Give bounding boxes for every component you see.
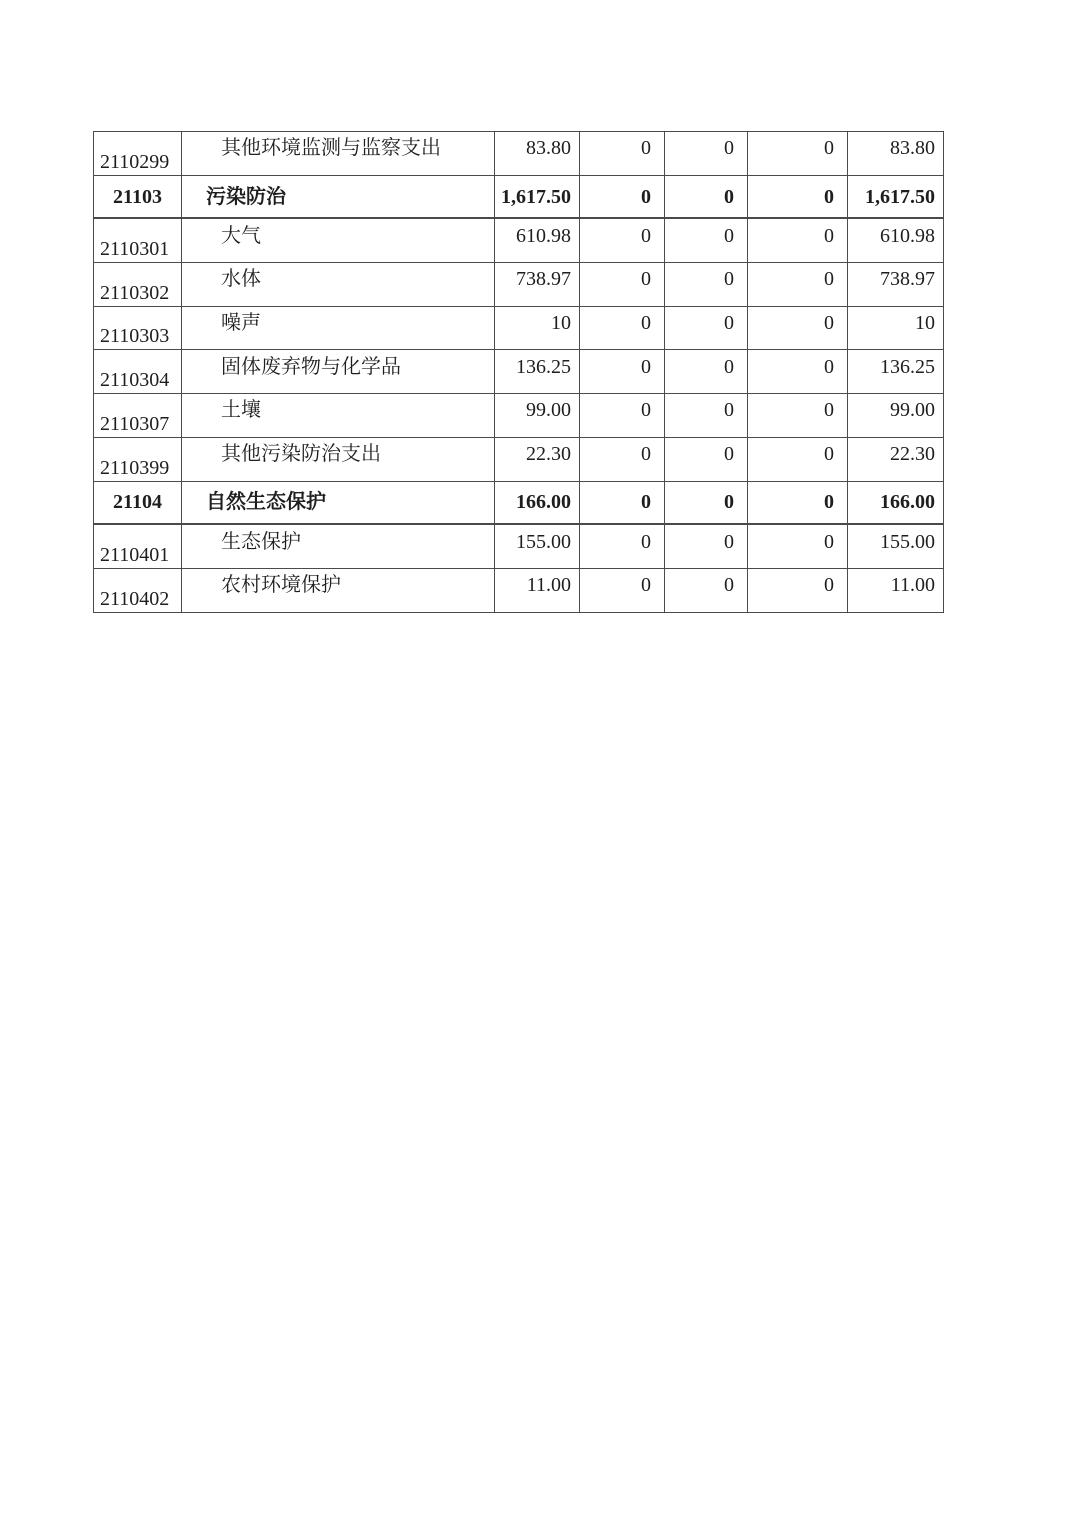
- amount-cell-2: [580, 307, 665, 350]
- subject-name: 生态保护: [221, 530, 301, 553]
- amount-value-1: 136.25: [516, 355, 571, 378]
- subject-name-cell: [182, 307, 495, 350]
- subject-code-cell: [93, 569, 182, 612]
- amount-cell-3: [665, 176, 748, 218]
- amount-value-4: 0: [824, 185, 834, 208]
- amount-value-3: 0: [724, 443, 734, 466]
- amount-cell-2: [580, 394, 665, 437]
- amount-cell-1: [495, 438, 580, 481]
- amount-cell-2: [580, 569, 665, 612]
- amount-value-5: 738.97: [880, 268, 935, 291]
- amount-cell-2: [580, 132, 665, 175]
- subject-name-cell: [182, 438, 495, 481]
- amount-value-4: 0: [824, 491, 834, 514]
- subject-name: 土壤: [221, 399, 261, 422]
- amount-value-2: 0: [641, 399, 651, 422]
- amount-value-4: 0: [824, 399, 834, 422]
- table-row: [93, 263, 944, 307]
- amount-cell-5: [848, 482, 944, 524]
- subject-name-cell: [182, 176, 495, 218]
- amount-value-3: 0: [724, 574, 734, 597]
- subject-name: 固体废弃物与化学品: [221, 355, 401, 378]
- amount-cell-3: [665, 263, 748, 306]
- amount-value-2: 0: [641, 491, 651, 514]
- table-row: [93, 525, 944, 569]
- amount-cell-5: [848, 263, 944, 306]
- amount-cell-1: [495, 219, 580, 262]
- amount-cell-1: [495, 569, 580, 612]
- amount-cell-4: [748, 132, 848, 175]
- amount-value-4: 0: [824, 224, 834, 247]
- amount-value-1: 166.00: [516, 491, 571, 514]
- amount-value-1: 10: [551, 312, 571, 335]
- amount-value-5: 155.00: [880, 530, 935, 553]
- amount-value-3: 0: [724, 355, 734, 378]
- amount-value-5: 22.30: [890, 443, 935, 466]
- amount-cell-4: [748, 438, 848, 481]
- amount-cell-5: [848, 394, 944, 437]
- budget-table: [93, 131, 944, 613]
- amount-value-5: 166.00: [880, 491, 935, 514]
- table-row: [93, 176, 944, 220]
- amount-value-1: 11.00: [526, 574, 571, 597]
- subject-code: 2110303: [100, 325, 170, 348]
- amount-value-4: 0: [824, 268, 834, 291]
- amount-cell-3: [665, 482, 748, 524]
- amount-cell-5: [848, 219, 944, 262]
- amount-value-5: 1,617.50: [865, 185, 935, 208]
- table-row: [93, 350, 944, 394]
- subject-code: 2110299: [100, 150, 170, 173]
- amount-cell-2: [580, 482, 665, 524]
- subject-code-cell: [93, 307, 182, 350]
- amount-value-4: 0: [824, 574, 834, 597]
- amount-value-2: 0: [641, 137, 651, 160]
- subject-name-cell: [182, 569, 495, 612]
- amount-cell-2: [580, 350, 665, 393]
- table-row: [93, 219, 944, 263]
- table-row: [93, 394, 944, 438]
- subject-code-cell: [93, 350, 182, 393]
- amount-cell-3: [665, 394, 748, 437]
- amount-cell-2: [580, 176, 665, 218]
- amount-cell-3: [665, 525, 748, 568]
- subject-code-cell: [93, 482, 182, 524]
- amount-value-4: 0: [824, 530, 834, 553]
- amount-value-4: 0: [824, 355, 834, 378]
- amount-cell-2: [580, 438, 665, 481]
- subject-name: 其他环境监测与监察支出: [221, 137, 441, 160]
- subject-code: 2110302: [100, 281, 170, 304]
- amount-value-3: 0: [724, 491, 734, 514]
- amount-cell-5: [848, 569, 944, 612]
- amount-cell-4: [748, 569, 848, 612]
- amount-value-2: 0: [641, 443, 651, 466]
- subject-code-cell: [93, 132, 182, 175]
- amount-value-5: 610.98: [880, 224, 935, 247]
- subject-code: 2110402: [100, 587, 170, 610]
- amount-value-2: 0: [641, 224, 651, 247]
- amount-cell-3: [665, 307, 748, 350]
- table-row: [93, 569, 944, 613]
- amount-cell-4: [748, 482, 848, 524]
- amount-value-3: 0: [724, 530, 734, 553]
- amount-cell-1: [495, 350, 580, 393]
- amount-cell-5: [848, 350, 944, 393]
- amount-cell-2: [580, 263, 665, 306]
- amount-value-2: 0: [641, 268, 651, 291]
- subject-name: 其他污染防治支出: [221, 443, 381, 466]
- amount-cell-2: [580, 525, 665, 568]
- table-row: [93, 307, 944, 351]
- subject-name-cell: [182, 132, 495, 175]
- subject-code-cell: [93, 438, 182, 481]
- amount-value-2: 0: [641, 312, 651, 335]
- amount-value-5: 10: [915, 312, 935, 335]
- table-row: [93, 132, 944, 176]
- subject-code-cell: [93, 219, 182, 262]
- amount-cell-1: [495, 176, 580, 218]
- amount-value-2: 0: [641, 574, 651, 597]
- amount-value-3: 0: [724, 399, 734, 422]
- amount-cell-5: [848, 132, 944, 175]
- subject-name: 农村环境保护: [221, 574, 341, 597]
- amount-cell-5: [848, 525, 944, 568]
- amount-cell-4: [748, 263, 848, 306]
- table-row: [93, 482, 944, 526]
- amount-cell-5: [848, 176, 944, 218]
- amount-value-1: 155.00: [516, 530, 571, 553]
- subject-name-cell: [182, 350, 495, 393]
- subject-name-cell: [182, 482, 495, 524]
- subject-code: 2110304: [100, 369, 170, 392]
- subject-name-cell: [182, 263, 495, 306]
- amount-cell-1: [495, 263, 580, 306]
- amount-value-5: 83.80: [890, 137, 935, 160]
- subject-code: 2110399: [100, 456, 170, 479]
- subject-name: 噪声: [221, 312, 261, 335]
- amount-value-1: 99.00: [526, 399, 571, 422]
- amount-cell-1: [495, 132, 580, 175]
- amount-value-2: 0: [641, 185, 651, 208]
- subject-name: 自然生态保护: [206, 491, 326, 514]
- amount-cell-1: [495, 525, 580, 568]
- amount-cell-1: [495, 307, 580, 350]
- amount-cell-3: [665, 438, 748, 481]
- amount-value-3: 0: [724, 224, 734, 247]
- amount-value-4: 0: [824, 137, 834, 160]
- subject-name-cell: [182, 525, 495, 568]
- amount-cell-3: [665, 569, 748, 612]
- amount-cell-3: [665, 350, 748, 393]
- subject-name: 污染防治: [206, 185, 286, 208]
- amount-cell-4: [748, 525, 848, 568]
- amount-cell-4: [748, 307, 848, 350]
- amount-value-3: 0: [724, 137, 734, 160]
- subject-code-cell: [93, 176, 182, 218]
- amount-cell-1: [495, 482, 580, 524]
- amount-cell-2: [580, 219, 665, 262]
- subject-code: 21103: [113, 185, 162, 208]
- amount-value-1: 610.98: [516, 224, 571, 247]
- amount-value-1: 22.30: [526, 443, 571, 466]
- amount-value-1: 738.97: [516, 268, 571, 291]
- amount-value-5: 11.00: [890, 574, 935, 597]
- amount-cell-3: [665, 132, 748, 175]
- subject-name: 水体: [221, 268, 261, 291]
- amount-value-5: 136.25: [880, 355, 935, 378]
- amount-cell-1: [495, 394, 580, 437]
- amount-value-3: 0: [724, 268, 734, 291]
- amount-cell-4: [748, 394, 848, 437]
- amount-value-4: 0: [824, 443, 834, 466]
- subject-code: 21104: [113, 491, 162, 514]
- amount-cell-5: [848, 307, 944, 350]
- subject-code-cell: [93, 525, 182, 568]
- subject-name-cell: [182, 219, 495, 262]
- amount-value-2: 0: [641, 355, 651, 378]
- amount-value-3: 0: [724, 312, 734, 335]
- table-row: [93, 438, 944, 482]
- amount-value-4: 0: [824, 312, 834, 335]
- amount-cell-5: [848, 438, 944, 481]
- subject-code-cell: [93, 394, 182, 437]
- amount-value-1: 1,617.50: [501, 185, 571, 208]
- amount-cell-3: [665, 219, 748, 262]
- amount-value-3: 0: [724, 185, 734, 208]
- subject-code: 2110301: [100, 238, 170, 261]
- amount-cell-4: [748, 350, 848, 393]
- subject-name-cell: [182, 394, 495, 437]
- amount-value-1: 83.80: [526, 137, 571, 160]
- subject-code: 2110401: [100, 543, 170, 566]
- amount-value-2: 0: [641, 530, 651, 553]
- amount-cell-4: [748, 176, 848, 218]
- amount-cell-4: [748, 219, 848, 262]
- subject-name: 大气: [221, 224, 261, 247]
- amount-value-5: 99.00: [890, 399, 935, 422]
- subject-code-cell: [93, 263, 182, 306]
- subject-code: 2110307: [100, 412, 170, 435]
